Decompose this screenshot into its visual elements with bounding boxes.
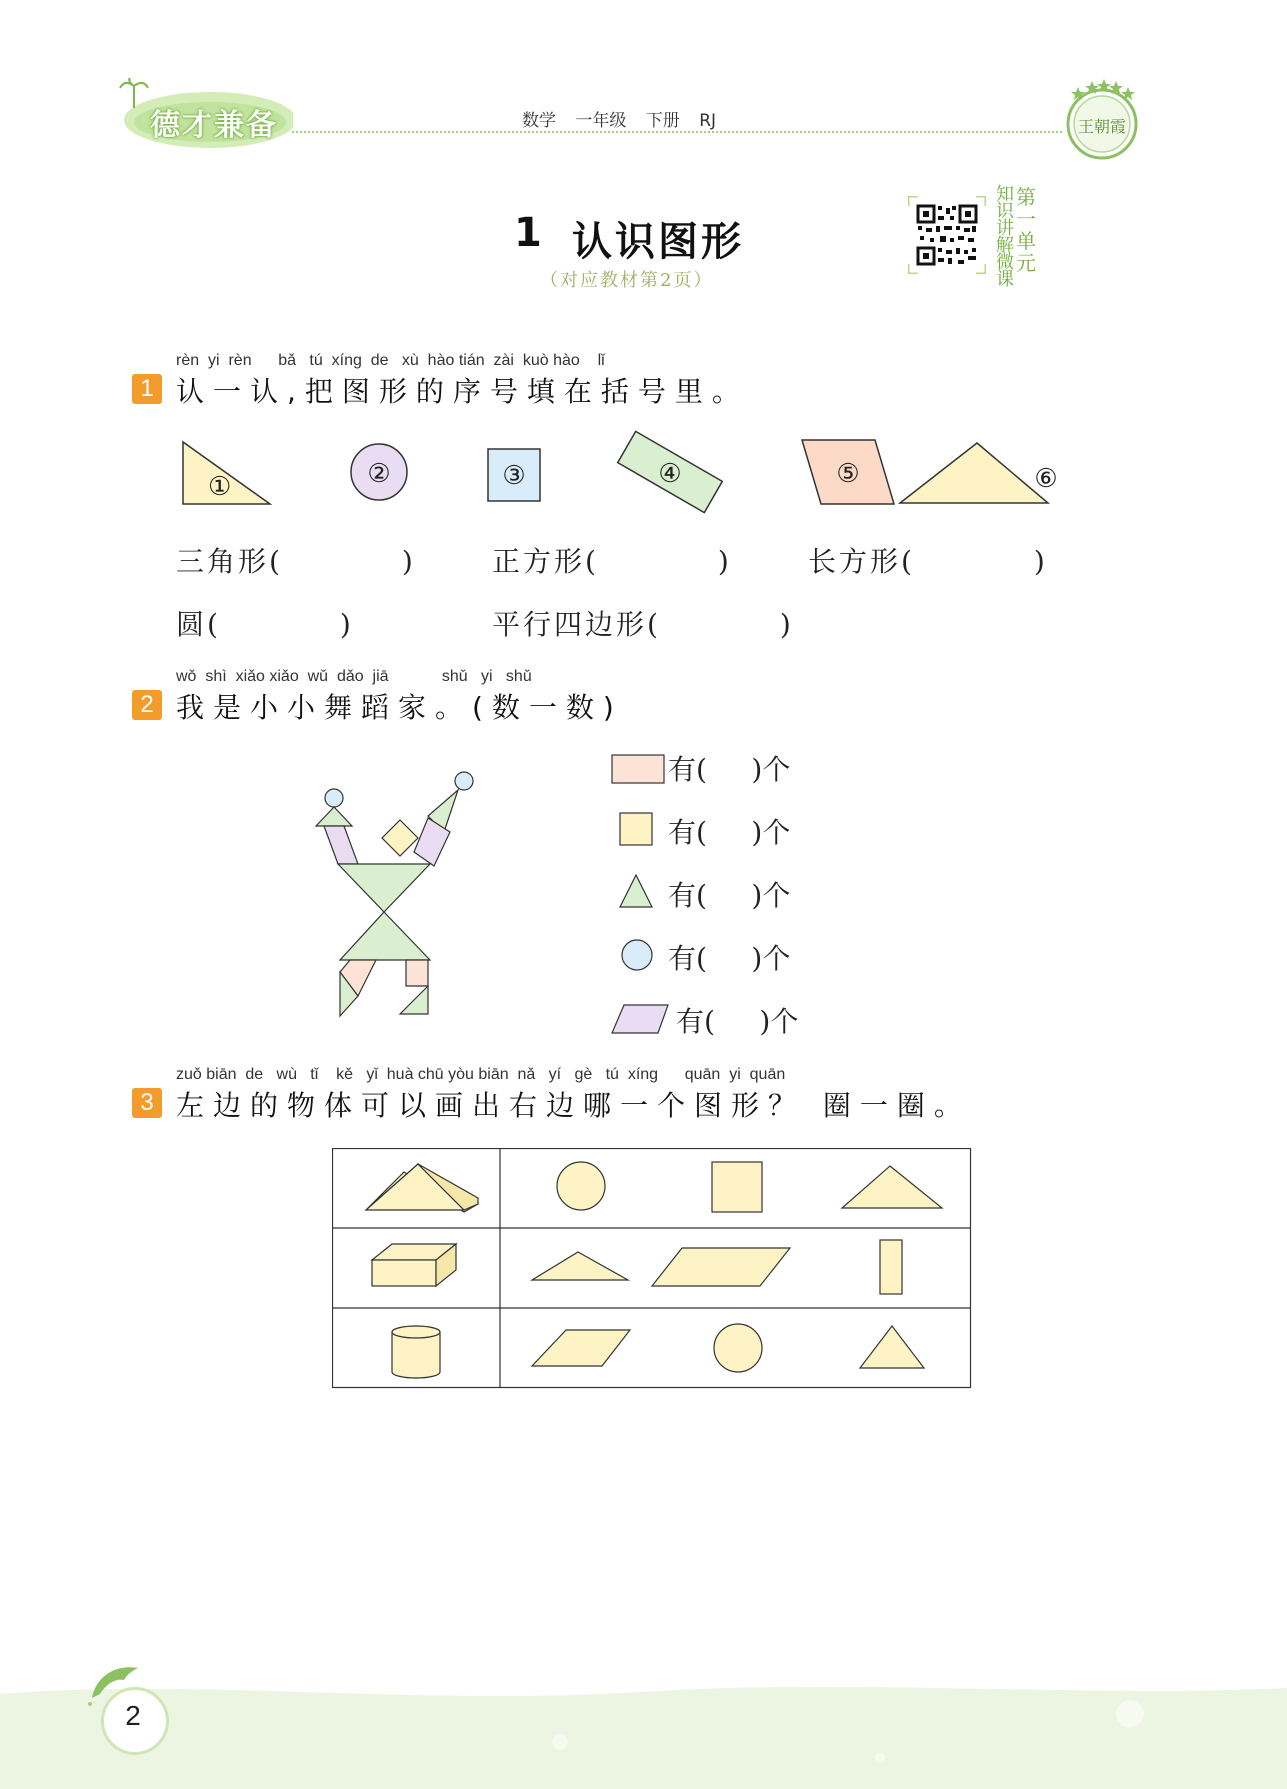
footer-background	[0, 1672, 1287, 1789]
answer-parallelogram[interactable]: 平行四边形( )	[492, 608, 794, 641]
q2-pinyin: wǒ shì xiǎo xiǎo wǔ dǎo jiā shǔ yi shǔ	[176, 668, 532, 685]
q1-pinyin: rèn yi rèn bǎ tú xíng de xù hào tián zài kuò hào lǐ	[176, 352, 605, 369]
shape-1-right-triangle	[183, 442, 270, 504]
q1-prompt: 认一认,把图形的序号填在括号里。	[176, 375, 749, 408]
option-circle[interactable]	[557, 1162, 605, 1210]
legend-triangle	[620, 875, 652, 907]
option-rectangle[interactable]	[880, 1240, 902, 1294]
legend-parallelogram	[612, 1005, 668, 1033]
seal-text: 王朝霞	[1077, 117, 1127, 136]
q2-prompt: 我是小小舞蹈家。(数一数)	[176, 691, 623, 724]
lesson-reference: （对应教材第2页）	[540, 270, 714, 291]
count-rectangle[interactable]: 有( )个	[668, 753, 791, 786]
author-seal-icon	[1062, 78, 1142, 162]
header-divider	[292, 131, 1062, 133]
legend-circle	[622, 940, 652, 970]
q3-prompt: 左边的物体可以画出右边哪一个图形？ 圈一圈。	[176, 1089, 971, 1122]
shape-4-rectangle	[616, 431, 722, 514]
answer-triangle[interactable]: 三角形( )	[176, 545, 416, 578]
shape-5-parallelogram	[802, 440, 894, 504]
brand-title: 德才兼备	[150, 108, 278, 143]
count-parallelogram[interactable]: 有( )个	[676, 1005, 799, 1038]
count-square[interactable]: 有( )个	[668, 816, 791, 849]
book-info: 数学 一年级 下册 RJ	[522, 111, 717, 131]
page-number: 2	[125, 1700, 141, 1731]
shape-label-2: ②	[367, 459, 391, 489]
q3-shape-table	[332, 1148, 972, 1390]
count-legend-shapes	[608, 745, 670, 1035]
q1-shapes	[170, 428, 1130, 528]
qr-code-icon[interactable]	[908, 196, 986, 274]
object-cuboid	[372, 1244, 456, 1286]
unit-tag: 第一单元	[1016, 185, 1036, 275]
option-circle[interactable]	[714, 1324, 762, 1372]
lesson-number: 1	[514, 210, 542, 256]
shape-6-triangle	[900, 443, 1058, 503]
lesson-title: 认识图形	[572, 219, 744, 265]
shape-label-5: ⑤	[836, 459, 860, 489]
answer-rectangle[interactable]: 长方形( )	[808, 545, 1048, 578]
object-cylinder	[392, 1326, 440, 1378]
tangram-dancer	[300, 760, 500, 1030]
legend-rectangle	[612, 755, 664, 783]
option-square[interactable]	[712, 1162, 762, 1212]
answer-circle[interactable]: 圆( )	[176, 608, 354, 641]
q3-pinyin: zuǒ biān de wù tǐ kě yǐ huà chū yòu biān nǎ yí gè tú xíng quān yi quān	[176, 1066, 786, 1083]
shape-label-1: ①	[208, 472, 232, 502]
shape-label-4: ④	[658, 459, 682, 489]
count-circle[interactable]: 有( )个	[668, 942, 791, 975]
q1-number-badge: 1	[132, 374, 162, 404]
legend-square	[620, 813, 652, 845]
shape-3-square	[488, 449, 540, 501]
q2-number-badge: 2	[132, 690, 162, 720]
micro-lesson-tag: 知识讲解微课	[996, 184, 1014, 290]
count-triangle[interactable]: 有( )个	[668, 879, 791, 912]
shape-2-circle	[351, 444, 407, 500]
answer-square[interactable]: 正方形( )	[492, 545, 732, 578]
q3-number-badge: 3	[132, 1088, 162, 1118]
shape-label-6: ⑥	[1034, 464, 1058, 494]
shape-label-3: ③	[502, 461, 526, 491]
